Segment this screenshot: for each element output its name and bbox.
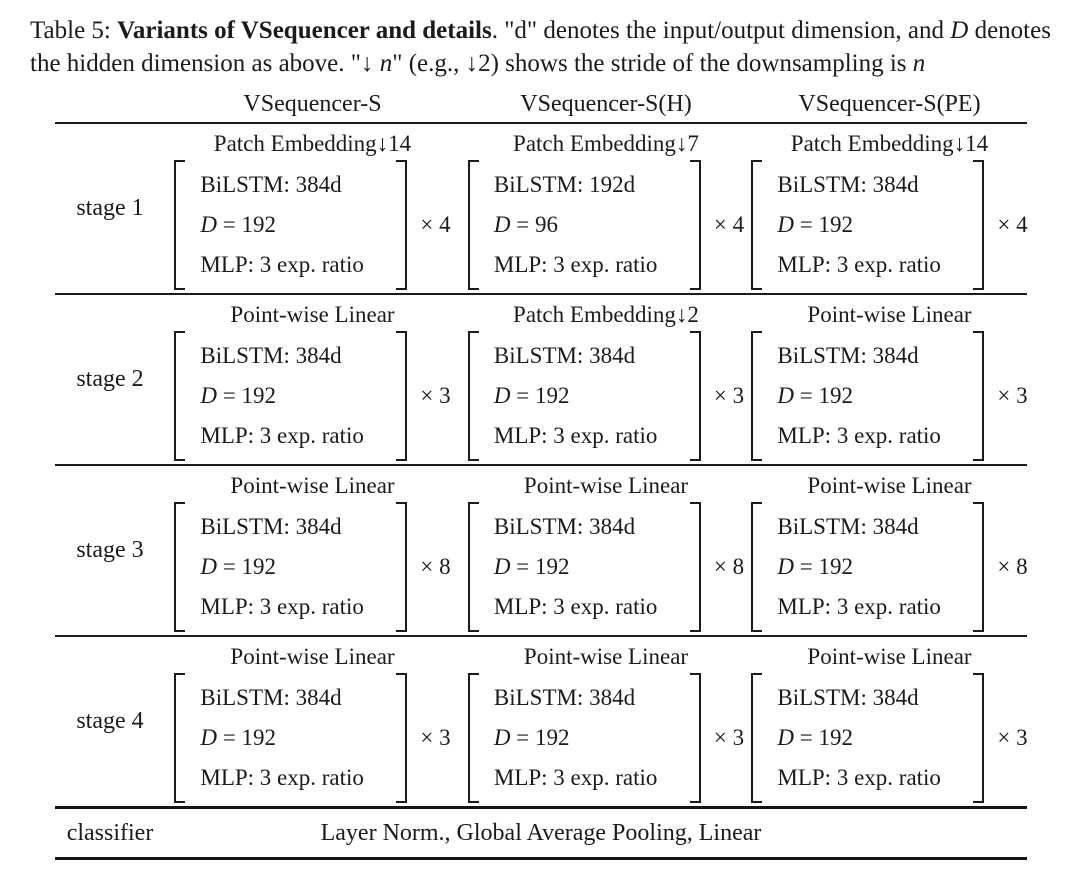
bilstm-line: BiLSTM: 384d bbox=[200, 513, 342, 539]
cell-stage4-col2 bbox=[460, 641, 752, 803]
caption-text-2: denotes the hidden dimension as above. "↓ bbox=[30, 17, 1051, 77]
cell-stage3-col2 bbox=[460, 470, 752, 632]
cell-stage1-col1 bbox=[165, 128, 460, 290]
right-bracket bbox=[973, 673, 984, 803]
hidden-dim-line: D = 96 bbox=[493, 211, 558, 237]
caption-text-1: . "d" denotes the input/output dimension, and bbox=[491, 17, 951, 44]
stage-label: stage 3 bbox=[76, 537, 144, 563]
column-header-vsequencer-s: VSequencer-S bbox=[243, 90, 382, 117]
stage-row-1 bbox=[55, 124, 1027, 295]
cell-stage2-col2 bbox=[460, 299, 752, 461]
repeat-multiplier: × 8 bbox=[420, 553, 451, 579]
block-header: Point-wise Linear bbox=[230, 472, 395, 498]
left-bracket bbox=[751, 331, 762, 461]
right-bracket bbox=[690, 502, 701, 632]
cell-stage3-col1 bbox=[165, 470, 460, 632]
mlp-line: MLP: 3 exp. ratio bbox=[493, 422, 658, 448]
mlp-line: MLP: 3 exp. ratio bbox=[777, 422, 941, 448]
classifier-label: classifier bbox=[66, 820, 154, 846]
repeat-multiplier: × 8 bbox=[997, 553, 1028, 579]
repeat-multiplier: × 3 bbox=[997, 382, 1028, 408]
left-bracket bbox=[174, 502, 185, 632]
block-header: Point-wise Linear bbox=[807, 301, 972, 327]
right-bracket bbox=[973, 160, 984, 290]
right-bracket bbox=[396, 673, 407, 803]
caption-table-number: Table 5: bbox=[30, 17, 118, 44]
right-bracket bbox=[396, 160, 407, 290]
right-bracket bbox=[690, 673, 701, 803]
mlp-line: MLP: 3 exp. ratio bbox=[200, 593, 364, 619]
right-bracket bbox=[396, 502, 407, 632]
stage-row-4 bbox=[55, 637, 1027, 809]
hidden-dim-line: D = 192 bbox=[777, 382, 853, 408]
right-bracket bbox=[396, 331, 407, 461]
bilstm-line: BiLSTM: 384d bbox=[777, 684, 919, 710]
repeat-multiplier: × 4 bbox=[713, 211, 745, 237]
bilstm-line: BiLSTM: 192d bbox=[493, 171, 636, 197]
repeat-multiplier: × 4 bbox=[997, 211, 1028, 237]
classifier-row bbox=[55, 809, 1027, 860]
variants-table bbox=[55, 86, 1027, 860]
left-bracket bbox=[468, 673, 479, 803]
left-bracket bbox=[468, 331, 479, 461]
left-bracket bbox=[751, 673, 762, 803]
bilstm-line: BiLSTM: 384d bbox=[493, 684, 636, 710]
bilstm-line: BiLSTM: 384d bbox=[200, 342, 342, 368]
block-header: Patch Embedding↓7 bbox=[513, 130, 699, 156]
bilstm-line: BiLSTM: 384d bbox=[493, 513, 636, 539]
block-header: Point-wise Linear bbox=[807, 472, 972, 498]
stage-label: stage 1 bbox=[76, 195, 144, 221]
block-header: Point-wise Linear bbox=[523, 643, 689, 669]
bilstm-line: BiLSTM: 384d bbox=[777, 171, 919, 197]
hidden-dim-line: D = 192 bbox=[777, 211, 853, 237]
mlp-line: MLP: 3 exp. ratio bbox=[777, 593, 941, 619]
left-bracket bbox=[468, 502, 479, 632]
stage-label: stage 4 bbox=[76, 708, 144, 734]
mlp-line: MLP: 3 exp. ratio bbox=[493, 764, 658, 790]
left-bracket bbox=[174, 673, 185, 803]
stage-row-3 bbox=[55, 466, 1027, 637]
block-header: Point-wise Linear bbox=[230, 643, 395, 669]
hidden-dim-line: D = 192 bbox=[777, 724, 853, 750]
cell-stage2-col3 bbox=[752, 299, 1027, 461]
right-bracket bbox=[973, 331, 984, 461]
hidden-dim-line: D = 192 bbox=[200, 724, 276, 750]
cell-stage2-col1 bbox=[165, 299, 460, 461]
mlp-line: MLP: 3 exp. ratio bbox=[493, 251, 658, 277]
left-bracket bbox=[468, 160, 479, 290]
mlp-line: MLP: 3 exp. ratio bbox=[493, 593, 658, 619]
block-header: Point-wise Linear bbox=[523, 472, 689, 498]
classifier-value: Layer Norm., Global Average Pooling, Linear bbox=[320, 820, 762, 846]
hidden-dim-line: D = 192 bbox=[493, 382, 570, 408]
left-bracket bbox=[174, 331, 185, 461]
cell-stage4-col3 bbox=[752, 641, 1027, 803]
mlp-line: MLP: 3 exp. ratio bbox=[200, 251, 364, 277]
repeat-multiplier: × 3 bbox=[420, 724, 451, 750]
block-header: Patch Embedding↓14 bbox=[213, 130, 412, 156]
repeat-multiplier: × 3 bbox=[713, 724, 745, 750]
stage-label: stage 2 bbox=[76, 366, 144, 392]
hidden-dim-line: D = 192 bbox=[493, 724, 570, 750]
stage-row-2 bbox=[55, 295, 1027, 466]
bilstm-line: BiLSTM: 384d bbox=[200, 171, 342, 197]
column-header-vsequencer-s-pe: VSequencer-S(PE) bbox=[798, 90, 981, 117]
column-header-vsequencer-s-h: VSequencer-S(H) bbox=[520, 90, 692, 117]
cell-stage4-col1 bbox=[165, 641, 460, 803]
block-header: Point-wise Linear bbox=[807, 643, 972, 669]
right-bracket bbox=[973, 502, 984, 632]
caption-title: Variants of VSequencer and details bbox=[117, 17, 492, 44]
caption-var-D: D bbox=[950, 17, 969, 44]
hidden-dim-line: D = 192 bbox=[493, 553, 570, 579]
mlp-line: MLP: 3 exp. ratio bbox=[200, 422, 364, 448]
caption-var-n1: n bbox=[379, 50, 393, 77]
left-bracket bbox=[751, 160, 762, 290]
bilstm-line: BiLSTM: 384d bbox=[493, 342, 636, 368]
caption-text-3: " (e.g., ↓2) shows the stride of the downsampling is bbox=[392, 50, 913, 77]
bilstm-line: BiLSTM: 384d bbox=[777, 513, 919, 539]
hidden-dim-line: D = 192 bbox=[200, 553, 276, 579]
hidden-dim-line: D = 192 bbox=[200, 382, 276, 408]
mlp-line: MLP: 3 exp. ratio bbox=[777, 764, 941, 790]
block-header: Patch Embedding↓2 bbox=[513, 301, 699, 327]
cell-stage1-col2 bbox=[460, 128, 752, 290]
cell-stage3-col3 bbox=[752, 470, 1027, 632]
bilstm-line: BiLSTM: 384d bbox=[777, 342, 919, 368]
right-bracket bbox=[690, 331, 701, 461]
hidden-dim-line: D = 192 bbox=[200, 211, 276, 237]
caption-var-n2: n bbox=[912, 50, 926, 77]
table-caption bbox=[0, 0, 1080, 80]
repeat-multiplier: × 8 bbox=[713, 553, 745, 579]
mlp-line: MLP: 3 exp. ratio bbox=[777, 251, 941, 277]
column-header-row bbox=[55, 86, 1027, 124]
left-bracket bbox=[174, 160, 185, 290]
repeat-multiplier: × 3 bbox=[713, 382, 745, 408]
cell-stage1-col3 bbox=[752, 128, 1027, 290]
bilstm-line: BiLSTM: 384d bbox=[200, 684, 342, 710]
block-header: Point-wise Linear bbox=[230, 301, 395, 327]
repeat-multiplier: × 3 bbox=[420, 382, 451, 408]
hidden-dim-line: D = 192 bbox=[777, 553, 853, 579]
right-bracket bbox=[690, 160, 701, 290]
mlp-line: MLP: 3 exp. ratio bbox=[200, 764, 364, 790]
left-bracket bbox=[751, 502, 762, 632]
repeat-multiplier: × 3 bbox=[997, 724, 1028, 750]
repeat-multiplier: × 4 bbox=[420, 211, 451, 237]
block-header: Patch Embedding↓14 bbox=[790, 130, 989, 156]
